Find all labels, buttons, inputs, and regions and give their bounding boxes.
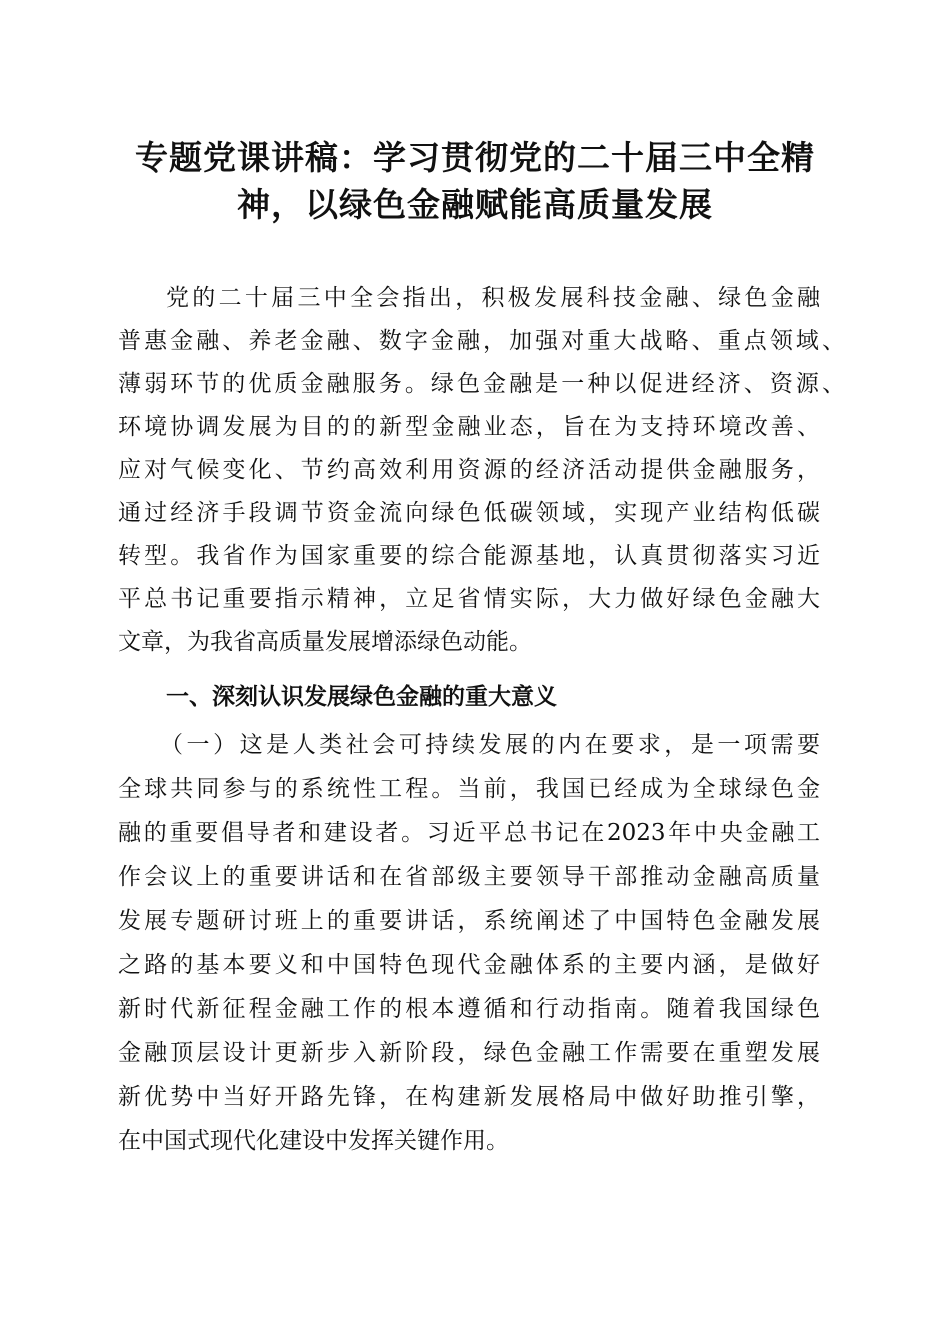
paragraph-line: 融的重要倡导者和建设者。习近平总书记在2023年中央金融工 [118, 820, 820, 846]
paragraph-line: 之路的基本要义和中国特色现代金融体系的主要内涵，是做好 [118, 952, 820, 978]
paragraph-line: 转型。我省作为国家重要的综合能源基地，认真贯彻落实习近 [118, 543, 820, 569]
paragraph-line: 新时代新征程金融工作的根本遵循和行动指南。随着我国绿色 [118, 996, 820, 1022]
paragraph-line: 新优势中当好开路先锋，在构建新发展格局中做好助推引擎， [118, 1084, 820, 1110]
paragraph-line: 发展专题研讨班上的重要讲话，系统阐述了中国特色金融发展 [118, 908, 820, 934]
paragraph-line: 文章，为我省高质量发展增添绿色动能。 [118, 629, 532, 655]
paragraph-line: 应对气候变化、节约高效利用资源的经济活动提供金融服务， [118, 457, 820, 483]
paragraph-line: 党的二十届三中全会指出，积极发展科技金融、绿色金融 [166, 285, 820, 311]
paragraph-line: 薄弱环节的优质金融服务。绿色金融是一种以促进经济、资源、 [118, 371, 845, 397]
document-title-line-2: 神，以绿色金融赋能高质量发展 [237, 185, 713, 224]
paragraph-line: 普惠金融、养老金融、数字金融，加强对重大战略、重点领域、 [118, 328, 845, 354]
paragraph-line: （一）这是人类社会可持续发展的内在要求，是一项需要 [160, 732, 820, 758]
paragraph-line: 平总书记重要指示精神，立足省情实际，大力做好绿色金融大 [118, 586, 820, 612]
paragraph-line: 通过经济手段调节资金流向绿色低碳领域，实现产业结构低碳 [118, 500, 820, 526]
paragraph-line: 金融顶层设计更新步入新阶段，绿色金融工作需要在重塑发展 [118, 1040, 820, 1066]
paragraph-line: 作会议上的重要讲话和在省部级主要领导干部推动金融高质量 [118, 864, 820, 890]
section-heading: 一、深刻认识发展绿色金融的重大意义 [166, 684, 557, 710]
paragraph-line: 全球共同参与的系统性工程。当前，我国已经成为全球绿色金 [118, 776, 820, 802]
paragraph-line: 环境协调发展为目的的新型金融业态，旨在为支持环境改善、 [118, 414, 820, 440]
document-title-line-1: 专题党课讲稿：学习贯彻党的二十届三中全精 [135, 138, 815, 177]
paragraph-line: 在中国式现代化建设中发挥关键作用。 [118, 1128, 509, 1154]
